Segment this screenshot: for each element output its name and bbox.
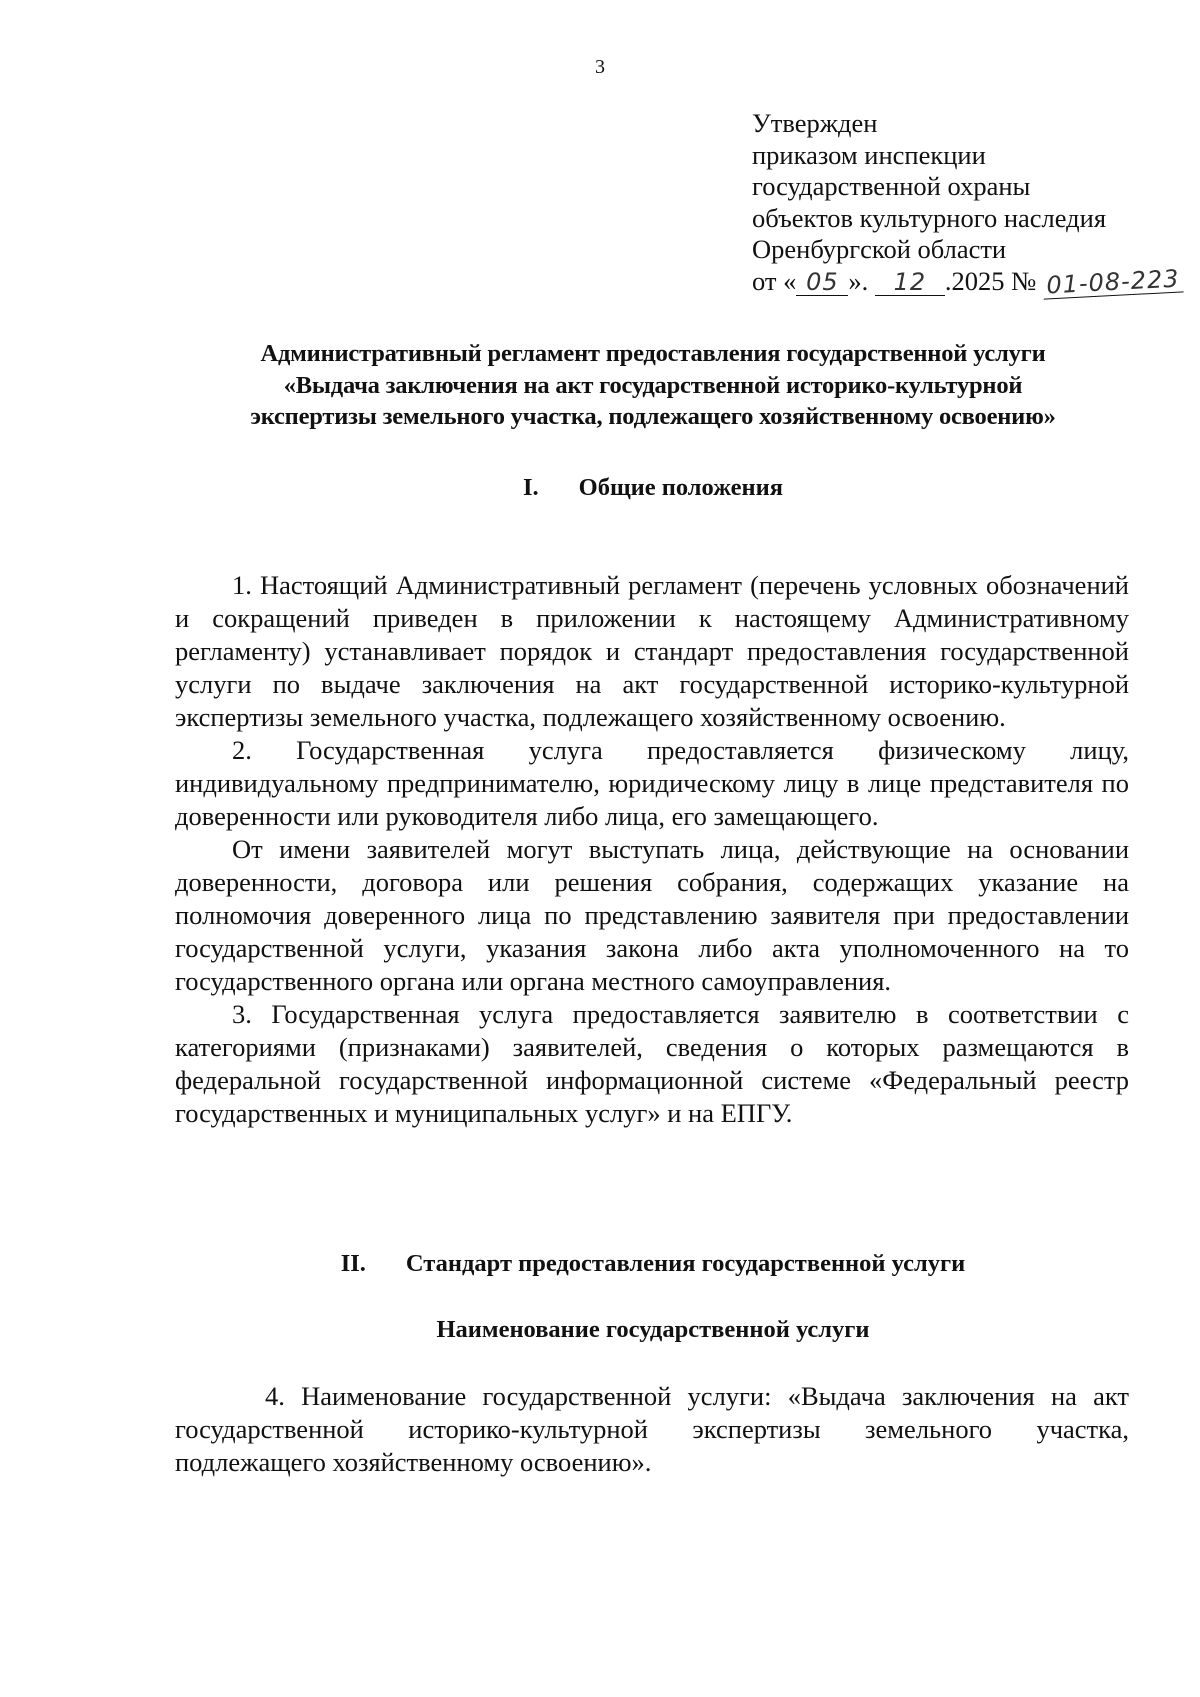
handwritten-order-number: 01-08-223 — [1042, 265, 1183, 299]
section-title: Общие положения — [578, 474, 783, 501]
paragraph: 1. Настоящий Административный регламент (перечень условных обозначений и сокращений приведен в приложении к настоящему Административному регламенту) устанавливает порядок и стандарт предоставления государственной услуги по выдаче заключения на акт государственной историко-культурной экспертизы земельного участка, подлежащего хозяйственному освоению. — [175, 570, 1129, 732]
document-title — [170, 338, 1136, 433]
subheading-service-name: Наименование государственной услуги — [436, 1316, 870, 1343]
section-heading-standard — [170, 1250, 1136, 1278]
paragraph: 2. Государственная услуга предоставляется физическому лицу, индивидуальному предпринимателю, юридическому лицу в лице представителя по доверенности или руководителя либо лица, его замещающего. — [175, 735, 1129, 831]
approval-line: государственной охраны — [752, 171, 1031, 201]
section-number: I. — [522, 474, 539, 501]
handwritten-month: 12 — [875, 269, 945, 296]
section-number: II. — [340, 1250, 366, 1277]
paragraph: 4. Наименование государственной услуги: «Выдача заключения на акт государственной историко-культурной экспертизы земельного участка, подлежащего хозяйственному освоению». — [175, 1381, 1129, 1477]
approval-stamp-block — [752, 108, 1182, 297]
date-separator: ». — [848, 265, 869, 296]
date-year-and-number-label: .2025 № — [944, 265, 1037, 296]
approval-line: приказом инспекции — [752, 139, 986, 170]
section-heading-general — [170, 474, 1136, 502]
title-line: «Выдача заключения на акт государственной историко-культурной — [283, 371, 1023, 399]
approval-date-line — [752, 266, 1182, 298]
approval-line: объектов культурного наследия — [752, 202, 1107, 233]
section-body-general — [175, 569, 1129, 1130]
approval-line: Оренбургской области — [752, 234, 1007, 264]
title-line: Административный регламент предоставления государственной услуги — [260, 340, 1046, 367]
handwritten-day: 05 — [796, 269, 848, 296]
title-line: экспертизы земельного участка, подлежащего хозяйственному освоению» — [250, 403, 1056, 430]
paragraph: 3. Государственная услуга предоставляется заявителю в соответствии с категориями (признаками) заявителей, сведения о которых размещаются в федеральной государственной информационной системе «Федеральный реестр государственных и муниципальных услуг» и на ЕПГУ. — [175, 999, 1129, 1128]
section-title: Стандарт предоставления государственной услуги — [405, 1250, 966, 1277]
approval-line: Утвержден — [752, 108, 878, 138]
page-number: 3 — [595, 56, 605, 78]
paragraph: От имени заявителей могут выступать лица, действующие на основании доверенности, договора или решения собрания, содержащих указание на полномочия доверенного лица по представлению заявителя при предоставлении государственной услуги, указания закона либо акта уполномоченного на то государственного органа или органа местного самоуправления. — [175, 834, 1129, 996]
section-body-service-name — [175, 1380, 1129, 1479]
date-prefix: от « — [752, 265, 797, 296]
